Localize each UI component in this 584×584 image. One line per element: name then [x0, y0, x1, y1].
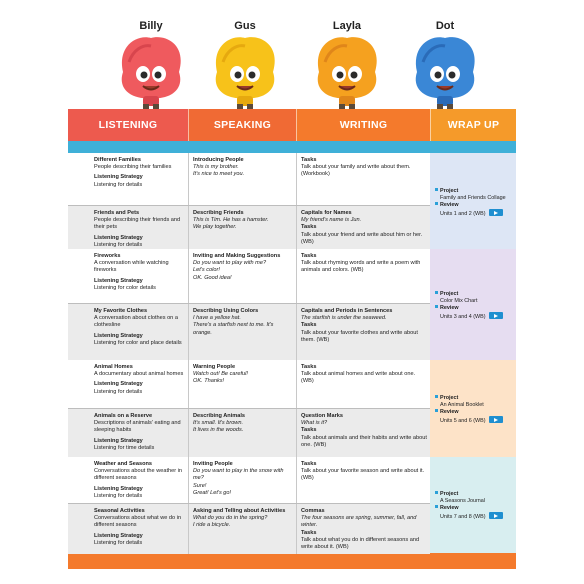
column-divider: [188, 304, 189, 362]
listening-cell: [68, 206, 188, 252]
listening-cell: [68, 153, 188, 205]
column-divider: [296, 304, 297, 362]
speaking-cell: [188, 153, 296, 205]
review-label: Review: [440, 202, 459, 208]
column-divider: [296, 360, 297, 408]
writing-tasks: Talk about animals and their habits and write about one. (WB): [301, 434, 427, 448]
column-divider: [188, 360, 189, 408]
speaking-example: What do you do in the spring?: [193, 515, 268, 522]
bullet-icon: [435, 305, 438, 308]
play-video-button[interactable]: [489, 209, 503, 216]
wrap-up-cell: [430, 249, 516, 361]
writing-tasks-label: Tasks: [301, 322, 317, 329]
review-units: Units 3 and 4 (WB): [440, 314, 486, 320]
header-wrap-up: WRAP UP: [430, 109, 516, 141]
character-3: [397, 0, 493, 110]
speaking-example: I ride a bicycle.: [193, 522, 231, 529]
project-line: [435, 291, 512, 298]
writing-cell: [296, 360, 430, 408]
wrap-up-cell: [430, 153, 516, 251]
speaking-title: Describing Animals: [193, 413, 246, 419]
speaking-cell: [188, 504, 296, 554]
speaking-example: We play together.: [193, 224, 237, 231]
listening-description: Conversations about what we do in different seasons: [94, 515, 182, 529]
speaking-example: There's a starfish next to me. It's orange.: [193, 322, 274, 336]
project-label: Project: [440, 188, 459, 194]
writing-tasks: Talk about what you do in different seasons and write about it. (WB): [301, 536, 420, 551]
lesson-row: [68, 408, 430, 459]
bullet-icon: [435, 491, 438, 494]
review-line: [435, 505, 512, 512]
wrap-up-cell: [430, 457, 516, 553]
character-figure-icon: [299, 32, 395, 110]
lesson-row: [68, 503, 430, 554]
review-label: Review: [440, 305, 459, 311]
speaking-cell: [188, 304, 296, 362]
bullet-icon: [435, 409, 438, 412]
writing-cell: [296, 457, 430, 503]
speaking-title: Describing Friends: [193, 210, 244, 216]
bullet-icon: [435, 505, 438, 508]
listening-title: Fireworks: [94, 253, 121, 259]
character-name: Billy: [139, 20, 163, 32]
listening-strategy-label: Listening Strategy: [94, 381, 143, 388]
column-divider: [188, 504, 189, 554]
bullet-icon: [435, 188, 438, 191]
speaking-example: It lives in the woods.: [193, 427, 244, 434]
writing-tasks-label: Tasks: [301, 253, 317, 259]
speaking-example: OK. Good idea!: [193, 274, 232, 281]
listening-strategy: Listening for time details: [94, 444, 155, 451]
listening-title: Different Families: [94, 157, 141, 163]
listening-description: Conversations about the weather in different seasons: [94, 468, 183, 482]
character-name: Layla: [332, 20, 362, 32]
listening-description: People describing their friends and their pets: [94, 217, 181, 231]
listening-strategy-label: Listening Strategy: [94, 174, 143, 181]
character-1: [197, 0, 293, 110]
listening-strategy: Listening for details: [94, 492, 143, 499]
speaking-title: Asking and Telling about Activities: [193, 508, 286, 514]
listening-strategy-label: Listening Strategy: [94, 532, 143, 539]
writing-tasks-label: Tasks: [301, 461, 317, 467]
writing-tasks: Talk about your favorite clothes and write about them. (WB): [301, 329, 418, 343]
writing-cell: [296, 153, 430, 205]
header-writing: WRITING: [296, 109, 430, 141]
column-divider: [188, 249, 189, 303]
listening-strategy-label: Listening Strategy: [94, 485, 143, 492]
writing-tasks: Talk about your favorite season and write about it. (WB): [301, 468, 425, 482]
column-divider: [296, 504, 297, 554]
listening-cell: [68, 504, 188, 554]
listening-title: My Favorite Clothes: [94, 308, 148, 314]
lesson-row: [68, 360, 430, 408]
listening-cell: [68, 360, 188, 408]
speaking-cell: [188, 457, 296, 503]
listening-description: A documentary about animal homes: [94, 371, 184, 378]
review-line: [435, 409, 512, 416]
review-line-units: [435, 209, 512, 218]
speaking-cell: [188, 206, 296, 252]
listening-strategy-label: Listening Strategy: [94, 332, 143, 339]
lesson-row: [68, 303, 430, 362]
bullet-icon: [435, 202, 438, 205]
lesson-row: [68, 249, 430, 303]
project-name: Family and Friends Collage: [440, 195, 506, 201]
writing-tasks: Talk about animal homes and write about one. (WB): [301, 371, 416, 385]
writing-tasks-label: Tasks: [301, 157, 317, 163]
speaking-cell: [188, 360, 296, 408]
wrap-up-cell: [430, 360, 516, 458]
speaking-title: Inviting and Making Suggestions: [193, 253, 281, 259]
bullet-icon: [435, 291, 438, 294]
review-line: [435, 305, 512, 312]
character-figure-icon: [103, 32, 199, 110]
writing-cell: [296, 304, 430, 362]
column-divider: [188, 409, 189, 459]
project-name: A Seasons Journal: [440, 498, 485, 504]
column-divider: [296, 153, 297, 205]
speaking-example: I have a yellow hat.: [193, 315, 241, 322]
speaking-cell: [188, 249, 296, 303]
character-name: Dot: [435, 20, 455, 32]
listening-title: Animal Homes: [94, 364, 133, 370]
character-figure-icon: [397, 32, 493, 110]
writing-tasks: Talk about your friend and write about him or her. (WB): [301, 231, 423, 245]
speaking-example: This is Tim. He has a hamster.: [193, 217, 269, 224]
speaking-example: Let's color!: [193, 267, 220, 274]
listening-strategy: Listening for details: [94, 388, 143, 395]
listening-cell: [68, 457, 188, 503]
unit-divider-stripe: [68, 141, 516, 153]
project-line: [435, 395, 512, 402]
unit-band-4: [68, 457, 516, 553]
review-line-units: [435, 512, 512, 521]
writing-tasks-label: Tasks: [301, 364, 317, 370]
project-label: Project: [440, 491, 459, 497]
header-speaking: SPEAKING: [188, 109, 296, 141]
speaking-cell: [188, 409, 296, 459]
writing-example: What is it?: [301, 420, 328, 427]
writing-tasks-label: Tasks: [301, 427, 317, 434]
writing-cell: [296, 409, 430, 459]
play-video-button[interactable]: [489, 416, 503, 423]
character-2: [299, 0, 395, 110]
listening-title: Weather and Seasons: [94, 461, 153, 467]
unit-band-3: [68, 360, 516, 458]
column-divider: [188, 457, 189, 503]
speaking-title: Warning People: [193, 364, 236, 370]
column-divider: [188, 206, 189, 252]
listening-description: Descriptions of animals' eating and sleeping habits: [94, 420, 181, 434]
project-name: An Animal Booklet: [440, 402, 484, 408]
listening-strategy: Listening for details: [94, 181, 143, 188]
skills-header-band: [68, 109, 516, 141]
character-figure-icon: [197, 32, 293, 110]
speaking-example: It's nice to meet you.: [193, 171, 245, 178]
review-units: Units 5 and 6 (WB): [440, 418, 486, 424]
unit-band-2: [68, 249, 516, 361]
speaking-title: Describing Using Colors: [193, 308, 259, 314]
project-label: Project: [440, 291, 459, 297]
speaking-example: Do you want to play in the snow with me?: [193, 468, 284, 482]
writing-title: Capitals for Names: [301, 210, 352, 216]
speaking-title: Inviting People: [193, 461, 233, 467]
listening-strategy-label: Listening Strategy: [94, 234, 143, 241]
project-label: Project: [440, 395, 459, 401]
listening-title: Friends and Pets: [94, 210, 140, 216]
writing-cell: [296, 249, 430, 303]
speaking-title: Introducing People: [193, 157, 244, 163]
review-line: [435, 202, 512, 209]
listening-strategy: Listening for color details: [94, 284, 156, 291]
writing-title: Capitals and Periods in Sentences: [301, 308, 393, 314]
column-divider: [296, 206, 297, 252]
listening-strategy-label: Listening Strategy: [94, 437, 143, 444]
writing-example: The starfish is under the seaweed.: [301, 315, 387, 322]
speaking-example: Do you want to play with me?: [193, 260, 267, 267]
play-video-button[interactable]: [489, 312, 503, 319]
speaking-example: This is my brother.: [193, 164, 239, 171]
header-listening: LISTENING: [68, 109, 188, 141]
listening-strategy: Listening for color and place details: [94, 339, 182, 346]
review-units: Units 1 and 2 (WB): [440, 211, 486, 217]
writing-cell: [296, 504, 430, 554]
speaking-example: Watch out! Be careful!: [193, 371, 248, 378]
listening-cell: [68, 304, 188, 362]
review-line-units: [435, 416, 512, 425]
listening-strategy: Listening for details: [94, 241, 143, 248]
writing-tasks-label: Tasks: [301, 224, 317, 231]
project-name: Color Mix Chart: [440, 298, 478, 304]
speaking-example: It's small. It's brown.: [193, 420, 244, 427]
listening-strategy: Listening for details: [94, 539, 143, 546]
lesson-row: [68, 205, 430, 252]
writing-cell: [296, 206, 430, 252]
listening-description: A conversation while watching fireworks: [94, 260, 169, 274]
listening-description: A conversation about clothes on a clothesline: [94, 315, 178, 329]
listening-strategy-label: Listening Strategy: [94, 277, 143, 284]
listening-title: Animals on a Reserve: [94, 413, 153, 419]
listening-cell: [68, 249, 188, 303]
project-line: [435, 188, 512, 195]
column-divider: [296, 457, 297, 503]
writing-tasks: Talk about rhyming words and write a poem with animals and colors. (WB): [301, 260, 421, 274]
review-label: Review: [440, 505, 459, 511]
writing-title: Commas: [301, 508, 325, 514]
listening-cell: [68, 409, 188, 459]
listening-description: People describing their families: [94, 164, 172, 171]
review-label: Review: [440, 409, 459, 415]
lesson-row: [68, 153, 430, 205]
column-divider: [296, 249, 297, 303]
project-line: [435, 491, 512, 498]
review-units: Units 7 and 8 (WB): [440, 514, 486, 520]
column-divider: [296, 409, 297, 459]
unit-band-1: [68, 153, 516, 251]
speaking-example: OK. Thanks!: [193, 378, 225, 385]
speaking-example: Great! Let's go!: [193, 489, 232, 496]
writing-tasks: Talk about your family and write about them. (Workbook): [301, 164, 411, 178]
writing-title: Question Marks: [301, 413, 343, 419]
bullet-icon: [435, 395, 438, 398]
writing-example: My friend's name is Jun.: [301, 217, 362, 224]
speaking-example: Sure!: [193, 482, 207, 489]
character-name: Gus: [234, 20, 256, 32]
writing-example: The four seasons are spring, summer, fall, and winter.: [301, 515, 417, 529]
play-video-button[interactable]: [489, 512, 503, 519]
writing-tasks-label: Tasks: [301, 529, 317, 536]
character-0: [103, 0, 199, 110]
lesson-row: [68, 457, 430, 503]
column-divider: [188, 153, 189, 205]
listening-title: Seasonal Activities: [94, 508, 145, 514]
review-line-units: [435, 312, 512, 321]
